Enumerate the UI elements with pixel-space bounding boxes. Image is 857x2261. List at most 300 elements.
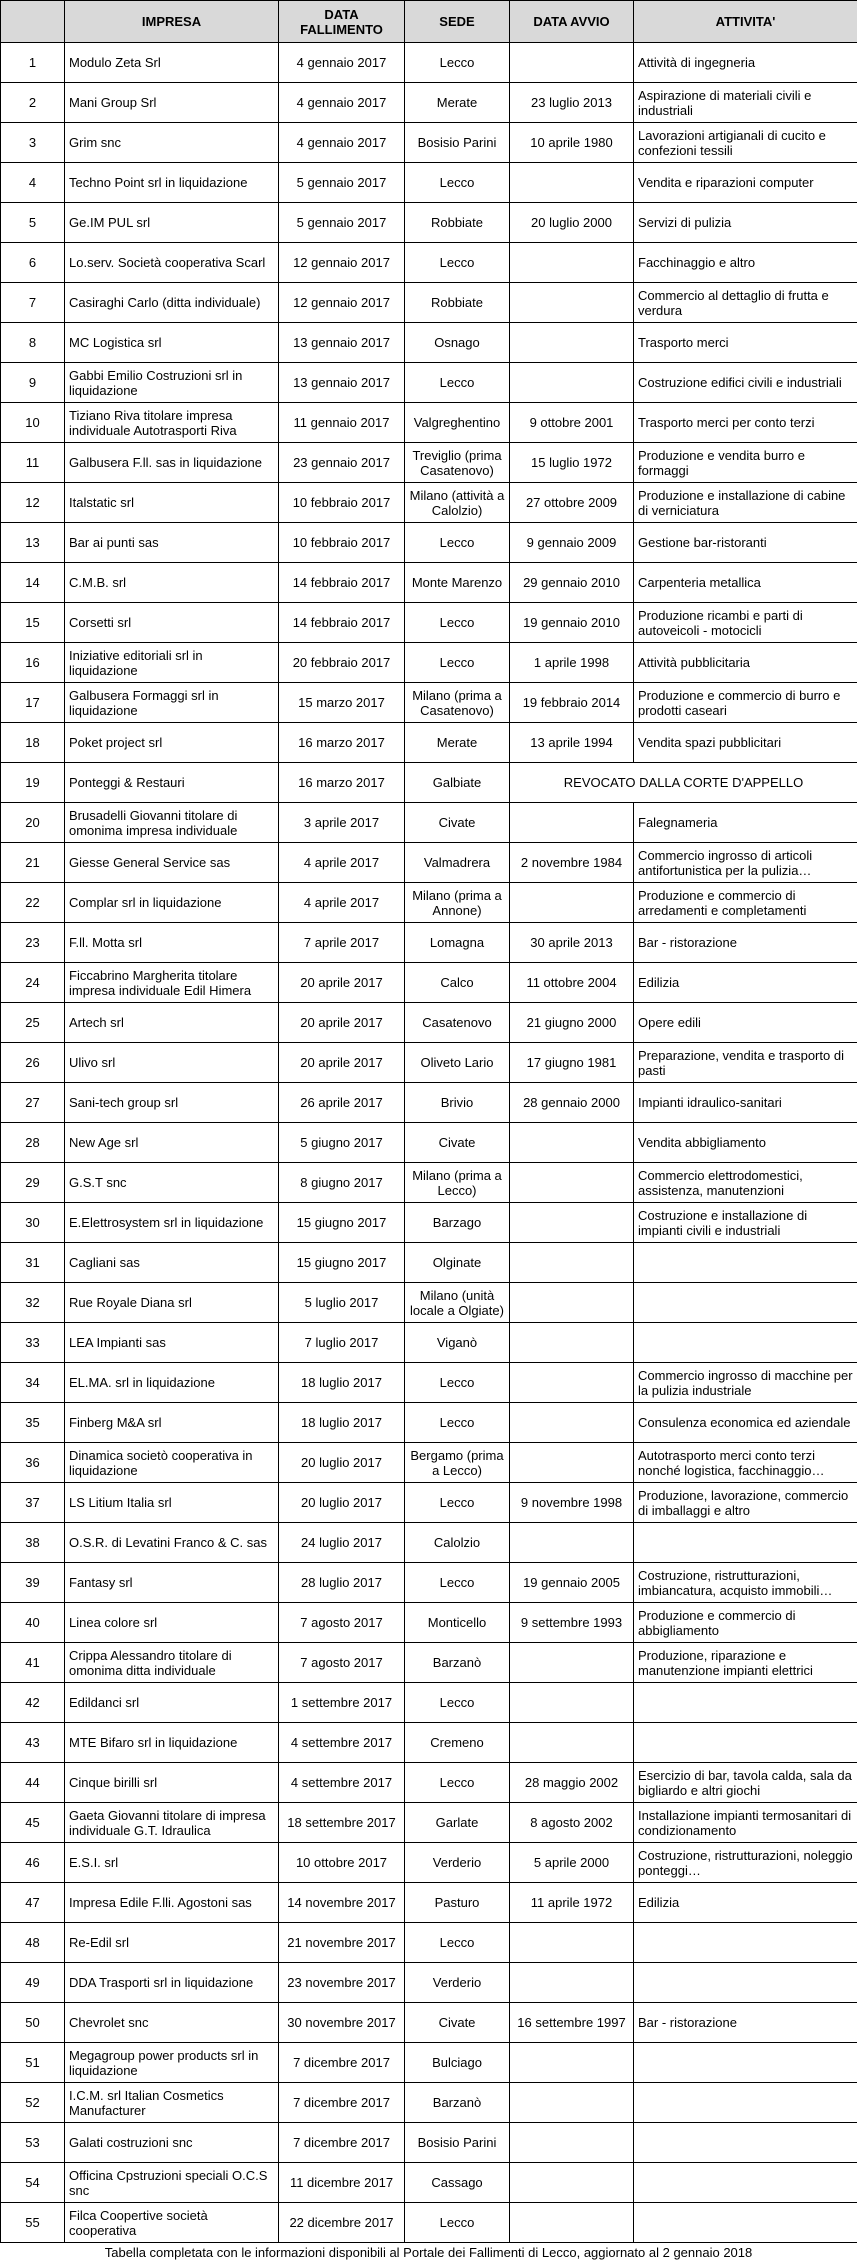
data-fallimento-cell: 5 giugno 2017: [279, 1123, 405, 1163]
data-fallimento-cell: 20 aprile 2017: [279, 963, 405, 1003]
row-number: 42: [1, 1683, 65, 1723]
header-attivita: ATTIVITA': [634, 1, 857, 43]
sede-cell: Robbiate: [405, 203, 510, 243]
table-row: [1, 323, 857, 363]
row-number: 41: [1, 1643, 65, 1683]
data-fallimento-cell: 18 settembre 2017: [279, 1803, 405, 1843]
data-fallimento-cell: 13 gennaio 2017: [279, 323, 405, 363]
impresa-cell: Gabbi Emilio Costruzioni srl in liquidazione: [65, 363, 279, 403]
table-row: [1, 403, 857, 443]
sede-cell: Bergamo (prima a Lecco): [405, 1443, 510, 1483]
data-avvio-cell: [510, 2123, 634, 2163]
sede-cell: Lecco: [405, 1683, 510, 1723]
row-number: 22: [1, 883, 65, 923]
attivita-cell: Vendita spazi pubblicitari: [634, 723, 857, 763]
table-row: [1, 1483, 857, 1523]
data-avvio-cell: [510, 2203, 634, 2243]
row-number: 31: [1, 1243, 65, 1283]
impresa-cell: Gaeta Giovanni titolare di impresa individuale G.T. Idraulica: [65, 1803, 279, 1843]
table-row: [1, 1563, 857, 1603]
attivita-cell: Produzione, riparazione e manutenzione impianti elettrici: [634, 1643, 857, 1683]
row-number: 54: [1, 2163, 65, 2203]
row-number: 29: [1, 1163, 65, 1203]
table-row: [1, 83, 857, 123]
data-avvio-cell: [510, 1963, 634, 2003]
data-fallimento-cell: 4 gennaio 2017: [279, 83, 405, 123]
table-row: [1, 163, 857, 203]
table-row: [1, 1523, 857, 1563]
attivita-cell: Lavorazioni artigianali di cucito e confezioni tessili: [634, 123, 857, 163]
row-number: 36: [1, 1443, 65, 1483]
sede-cell: Verderio: [405, 1963, 510, 2003]
row-number: 8: [1, 323, 65, 363]
impresa-cell: Cagliani sas: [65, 1243, 279, 1283]
data-avvio-cell: 9 gennaio 2009: [510, 523, 634, 563]
data-avvio-cell: [510, 163, 634, 203]
sede-cell: Milano (attività a Calolzio): [405, 483, 510, 523]
attivita-cell: [634, 1683, 857, 1723]
attivita-cell: Aspirazione di materiali civili e industriali: [634, 83, 857, 123]
data-fallimento-cell: 4 gennaio 2017: [279, 123, 405, 163]
row-number: 35: [1, 1403, 65, 1443]
impresa-cell: Ge.IM PUL srl: [65, 203, 279, 243]
data-avvio-cell: 20 luglio 2000: [510, 203, 634, 243]
impresa-cell: Tiziano Riva titolare impresa individuale Autotrasporti Riva: [65, 403, 279, 443]
impresa-cell: MTE Bifaro srl in liquidazione: [65, 1723, 279, 1763]
sede-cell: Lecco: [405, 1763, 510, 1803]
attivita-cell: [634, 1323, 857, 1363]
row-number: 21: [1, 843, 65, 883]
row-number: 39: [1, 1563, 65, 1603]
row-number: 17: [1, 683, 65, 723]
table-row: [1, 43, 857, 83]
sede-cell: Milano (prima a Lecco): [405, 1163, 510, 1203]
table-row: [1, 243, 857, 283]
table-row: [1, 1683, 857, 1723]
data-fallimento-cell: 4 gennaio 2017: [279, 43, 405, 83]
table-row: [1, 1043, 857, 1083]
data-avvio-cell: 13 aprile 1994: [510, 723, 634, 763]
table-row: [1, 923, 857, 963]
data-fallimento-cell: 23 novembre 2017: [279, 1963, 405, 2003]
data-fallimento-cell: 15 marzo 2017: [279, 683, 405, 723]
table-row: [1, 1923, 857, 1963]
table-row: [1, 723, 857, 763]
data-fallimento-cell: 7 agosto 2017: [279, 1643, 405, 1683]
row-number: 27: [1, 1083, 65, 1123]
row-number: 25: [1, 1003, 65, 1043]
attivita-cell: [634, 1723, 857, 1763]
data-fallimento-cell: 10 ottobre 2017: [279, 1843, 405, 1883]
impresa-cell: LS Litium Italia srl: [65, 1483, 279, 1523]
impresa-cell: Italstatic srl: [65, 483, 279, 523]
data-avvio-cell: [510, 883, 634, 923]
sede-cell: Garlate: [405, 1803, 510, 1843]
data-avvio-cell: [510, 2083, 634, 2123]
table-row: [1, 1323, 857, 1363]
attivita-cell: Consulenza economica ed aziendale: [634, 1403, 857, 1443]
sede-cell: Lecco: [405, 1563, 510, 1603]
sede-cell: Olginate: [405, 1243, 510, 1283]
attivita-cell: [634, 1923, 857, 1963]
table-row: [1, 763, 857, 803]
attivita-cell: Falegnameria: [634, 803, 857, 843]
sede-cell: Robbiate: [405, 283, 510, 323]
table-row: [1, 2203, 857, 2243]
table-row: [1, 1603, 857, 1643]
data-avvio-cell: 11 aprile 1972: [510, 1883, 634, 1923]
row-number: 52: [1, 2083, 65, 2123]
table-row: [1, 1243, 857, 1283]
attivita-cell: Produzione e installazione di cabine di verniciatura: [634, 483, 857, 523]
data-avvio-cell: 28 maggio 2002: [510, 1763, 634, 1803]
data-avvio-cell: [510, 1363, 634, 1403]
row-number: 14: [1, 563, 65, 603]
attivita-cell: Trasporto merci: [634, 323, 857, 363]
attivita-cell: Costruzione, ristrutturazioni, imbiancatura, acquisto immobili…: [634, 1563, 857, 1603]
impresa-cell: Officina Cpstruzioni speciali O.C.S snc: [65, 2163, 279, 2203]
impresa-cell: Galati costruzioni snc: [65, 2123, 279, 2163]
row-number: 37: [1, 1483, 65, 1523]
table-row: [1, 1883, 857, 1923]
table-row: [1, 1403, 857, 1443]
attivita-cell: Commercio al dettaglio di frutta e verdura: [634, 283, 857, 323]
table-row: [1, 963, 857, 1003]
sede-cell: Monte Marenzo: [405, 563, 510, 603]
data-avvio-cell: 1 aprile 1998: [510, 643, 634, 683]
data-fallimento-cell: 5 gennaio 2017: [279, 203, 405, 243]
row-number: 12: [1, 483, 65, 523]
row-number: 19: [1, 763, 65, 803]
row-number: 23: [1, 923, 65, 963]
attivita-cell: Costruzione edifici civili e industriali: [634, 363, 857, 403]
attivita-cell: [634, 2083, 857, 2123]
data-avvio-cell: 30 aprile 2013: [510, 923, 634, 963]
data-fallimento-cell: 8 giugno 2017: [279, 1163, 405, 1203]
impresa-cell: Grim snc: [65, 123, 279, 163]
attivita-cell: Commercio ingrosso di articoli antifortunistica per la pulizia…: [634, 843, 857, 883]
data-avvio-cell: [510, 323, 634, 363]
attivita-cell: Commercio ingrosso di macchine per la pulizia industriale: [634, 1363, 857, 1403]
data-fallimento-cell: 13 gennaio 2017: [279, 363, 405, 403]
impresa-cell: Ponteggi & Restauri: [65, 763, 279, 803]
sede-cell: Lecco: [405, 1363, 510, 1403]
table-row: [1, 1643, 857, 1683]
row-number: 32: [1, 1283, 65, 1323]
row-number: 6: [1, 243, 65, 283]
data-avvio-cell: 17 giugno 1981: [510, 1043, 634, 1083]
impresa-cell: Edildanci srl: [65, 1683, 279, 1723]
attivita-cell: Vendita abbigliamento: [634, 1123, 857, 1163]
data-fallimento-cell: 11 dicembre 2017: [279, 2163, 405, 2203]
table-row: [1, 483, 857, 523]
data-fallimento-cell: 7 dicembre 2017: [279, 2043, 405, 2083]
sede-cell: Viganò: [405, 1323, 510, 1363]
data-avvio-cell: [510, 283, 634, 323]
data-avvio-cell: 27 ottobre 2009: [510, 483, 634, 523]
table-row: [1, 283, 857, 323]
attivita-cell: Produzione ricambi e parti di autoveicoli - motocicli: [634, 603, 857, 643]
sede-cell: Milano (prima a Casatenovo): [405, 683, 510, 723]
sede-cell: Lecco: [405, 2203, 510, 2243]
row-number: 20: [1, 803, 65, 843]
row-number: 2: [1, 83, 65, 123]
data-fallimento-cell: 20 luglio 2017: [279, 1443, 405, 1483]
attivita-cell: [634, 2043, 857, 2083]
impresa-cell: Rue Royale Diana srl: [65, 1283, 279, 1323]
row-number: 18: [1, 723, 65, 763]
row-number: 9: [1, 363, 65, 403]
attivita-cell: Facchinaggio e altro: [634, 243, 857, 283]
impresa-cell: G.S.T snc: [65, 1163, 279, 1203]
data-avvio-cell: [510, 1203, 634, 1243]
table-row: [1, 1203, 857, 1243]
data-avvio-cell: 10 aprile 1980: [510, 123, 634, 163]
sede-cell: Galbiate: [405, 763, 510, 803]
row-number: 53: [1, 2123, 65, 2163]
sede-cell: Bosisio Parini: [405, 2123, 510, 2163]
impresa-cell: Chevrolet snc: [65, 2003, 279, 2043]
table-row: [1, 883, 857, 923]
attivita-cell: Vendita e riparazioni computer: [634, 163, 857, 203]
sede-cell: Milano (prima a Annone): [405, 883, 510, 923]
impresa-cell: Filca Coopertive società cooperativa: [65, 2203, 279, 2243]
impresa-cell: Complar srl in liquidazione: [65, 883, 279, 923]
sede-cell: Lecco: [405, 643, 510, 683]
impresa-cell: Poket project srl: [65, 723, 279, 763]
impresa-cell: Re-Edil srl: [65, 1923, 279, 1963]
impresa-cell: Galbusera Formaggi srl in liquidazione: [65, 683, 279, 723]
data-avvio-cell: 8 agosto 2002: [510, 1803, 634, 1843]
sede-cell: Monticello: [405, 1603, 510, 1643]
data-fallimento-cell: 7 dicembre 2017: [279, 2123, 405, 2163]
table-row: [1, 123, 857, 163]
data-fallimento-cell: 4 aprile 2017: [279, 883, 405, 923]
sede-cell: Lecco: [405, 363, 510, 403]
table-row: [1, 363, 857, 403]
data-avvio-cell: 19 febbraio 2014: [510, 683, 634, 723]
table-row: [1, 1963, 857, 2003]
data-avvio-cell: 9 settembre 1993: [510, 1603, 634, 1643]
table-row: [1, 1803, 857, 1843]
data-avvio-cell: 2 novembre 1984: [510, 843, 634, 883]
data-fallimento-cell: 14 febbraio 2017: [279, 603, 405, 643]
sede-cell: Merate: [405, 723, 510, 763]
impresa-cell: Brusadelli Giovanni titolare di omonima impresa individuale: [65, 803, 279, 843]
impresa-cell: Iniziative editoriali srl in liquidazione: [65, 643, 279, 683]
data-avvio-cell: 29 gennaio 2010: [510, 563, 634, 603]
impresa-cell: Mani Group Srl: [65, 83, 279, 123]
data-avvio-cell: [510, 1403, 634, 1443]
row-number: 3: [1, 123, 65, 163]
row-number: 43: [1, 1723, 65, 1763]
attivita-cell: Carpenteria metallica: [634, 563, 857, 603]
row-number: 7: [1, 283, 65, 323]
data-fallimento-cell: 18 luglio 2017: [279, 1363, 405, 1403]
data-avvio-cell: 19 gennaio 2005: [510, 1563, 634, 1603]
data-avvio-cell: [510, 43, 634, 83]
data-fallimento-cell: 28 luglio 2017: [279, 1563, 405, 1603]
sede-cell: Merate: [405, 83, 510, 123]
row-number: 10: [1, 403, 65, 443]
row-number: 28: [1, 1123, 65, 1163]
row-number: 4: [1, 163, 65, 203]
attivita-cell: [634, 2163, 857, 2203]
row-number: 48: [1, 1923, 65, 1963]
table-row: [1, 683, 857, 723]
data-avvio-cell: [510, 1443, 634, 1483]
table-row: [1, 1163, 857, 1203]
impresa-cell: EL.MA. srl in liquidazione: [65, 1363, 279, 1403]
sede-cell: Lecco: [405, 243, 510, 283]
impresa-cell: Megagroup power products srl in liquidazione: [65, 2043, 279, 2083]
table-row: [1, 803, 857, 843]
attivita-cell: Impianti idraulico-sanitari: [634, 1083, 857, 1123]
table-row: [1, 1723, 857, 1763]
attivita-cell: Edilizia: [634, 1883, 857, 1923]
sede-cell: Valgreghentino: [405, 403, 510, 443]
table-row: [1, 2163, 857, 2203]
data-fallimento-cell: 18 luglio 2017: [279, 1403, 405, 1443]
attivita-cell: Edilizia: [634, 963, 857, 1003]
table-row: [1, 1083, 857, 1123]
data-fallimento-cell: 1 settembre 2017: [279, 1683, 405, 1723]
sede-cell: Cassago: [405, 2163, 510, 2203]
attivita-cell: Costruzione, ristrutturazioni, noleggio ponteggi…: [634, 1843, 857, 1883]
sede-cell: Lecco: [405, 163, 510, 203]
impresa-cell: New Age srl: [65, 1123, 279, 1163]
row-number: 40: [1, 1603, 65, 1643]
data-avvio-cell: 15 luglio 1972: [510, 443, 634, 483]
attivita-cell: Costruzione e installazione di impianti civili e industriali: [634, 1203, 857, 1243]
table-row: [1, 1003, 857, 1043]
attivita-cell: Bar - ristorazione: [634, 2003, 857, 2043]
table-row: [1, 1363, 857, 1403]
data-fallimento-cell: 14 febbraio 2017: [279, 563, 405, 603]
row-number: 45: [1, 1803, 65, 1843]
data-avvio-cell: [510, 1523, 634, 1563]
sede-cell: Calco: [405, 963, 510, 1003]
sede-cell: Cremeno: [405, 1723, 510, 1763]
row-number: 38: [1, 1523, 65, 1563]
row-number: 13: [1, 523, 65, 563]
row-number: 46: [1, 1843, 65, 1883]
table-row: [1, 1123, 857, 1163]
sede-cell: Lecco: [405, 1403, 510, 1443]
row-number: 30: [1, 1203, 65, 1243]
data-fallimento-cell: 5 gennaio 2017: [279, 163, 405, 203]
data-avvio-cell: [510, 2163, 634, 2203]
impresa-cell: Impresa Edile F.lli. Agostoni sas: [65, 1883, 279, 1923]
data-fallimento-cell: 24 luglio 2017: [279, 1523, 405, 1563]
table-row: [1, 523, 857, 563]
data-fallimento-cell: 20 luglio 2017: [279, 1483, 405, 1523]
impresa-cell: Fantasy srl: [65, 1563, 279, 1603]
header-number: [1, 1, 65, 43]
impresa-cell: LEA Impianti sas: [65, 1323, 279, 1363]
data-avvio-cell: 21 giugno 2000: [510, 1003, 634, 1043]
attivita-cell: [634, 1963, 857, 2003]
impresa-cell: C.M.B. srl: [65, 563, 279, 603]
impresa-cell: I.C.M. srl Italian Cosmetics Manufacturer: [65, 2083, 279, 2123]
data-fallimento-cell: 7 agosto 2017: [279, 1603, 405, 1643]
data-avvio-cell: 23 luglio 2013: [510, 83, 634, 123]
row-number: 50: [1, 2003, 65, 2043]
sede-cell: Lecco: [405, 1923, 510, 1963]
table-row: [1, 2123, 857, 2163]
attivita-cell: Produzione e commercio di abbigliamento: [634, 1603, 857, 1643]
row-number: 1: [1, 43, 65, 83]
data-fallimento-cell: 26 aprile 2017: [279, 1083, 405, 1123]
row-number: 16: [1, 643, 65, 683]
sede-cell: Brivio: [405, 1083, 510, 1123]
data-fallimento-cell: 12 gennaio 2017: [279, 283, 405, 323]
data-fallimento-cell: 23 gennaio 2017: [279, 443, 405, 483]
impresa-cell: Crippa Alessandro titolare di omonima ditta individuale: [65, 1643, 279, 1683]
attivita-cell: Commercio elettrodomestici, assistenza, manutenzioni: [634, 1163, 857, 1203]
data-fallimento-cell: 4 settembre 2017: [279, 1763, 405, 1803]
data-avvio-cell: 5 aprile 2000: [510, 1843, 634, 1883]
attivita-cell: Opere edili: [634, 1003, 857, 1043]
data-avvio-cell: [510, 1683, 634, 1723]
attivita-cell: Trasporto merci per conto terzi: [634, 403, 857, 443]
data-avvio-cell: [510, 1923, 634, 1963]
header-row: [1, 1, 857, 43]
data-fallimento-cell: 15 giugno 2017: [279, 1203, 405, 1243]
table-row: [1, 1283, 857, 1323]
attivita-cell: Produzione, lavorazione, commercio di imballaggi e altro: [634, 1483, 857, 1523]
table-row: [1, 603, 857, 643]
table-row: [1, 1843, 857, 1883]
impresa-cell: Ulivo srl: [65, 1043, 279, 1083]
impresa-cell: E.Elettrosystem srl in liquidazione: [65, 1203, 279, 1243]
sede-cell: Treviglio (prima Casatenovo): [405, 443, 510, 483]
attivita-cell: Produzione e commercio di burro e prodotti caseari: [634, 683, 857, 723]
data-avvio-cell: [510, 1323, 634, 1363]
row-number: 34: [1, 1363, 65, 1403]
sede-cell: Bulciago: [405, 2043, 510, 2083]
table-row: [1, 2043, 857, 2083]
sede-cell: Lecco: [405, 43, 510, 83]
sede-cell: Lecco: [405, 1483, 510, 1523]
attivita-cell: Bar - ristorazione: [634, 923, 857, 963]
impresa-cell: E.S.I. srl: [65, 1843, 279, 1883]
table-row: [1, 643, 857, 683]
data-fallimento-cell: 15 giugno 2017: [279, 1243, 405, 1283]
sede-cell: Barzago: [405, 1203, 510, 1243]
sede-cell: Lecco: [405, 603, 510, 643]
row-number: 26: [1, 1043, 65, 1083]
table-body: [1, 43, 857, 2243]
sede-cell: Barzanò: [405, 1643, 510, 1683]
data-fallimento-cell: 20 aprile 2017: [279, 1043, 405, 1083]
data-avvio-cell: [510, 1723, 634, 1763]
data-fallimento-cell: 7 luglio 2017: [279, 1323, 405, 1363]
impresa-cell: MC Logistica srl: [65, 323, 279, 363]
data-avvio-cell: 16 settembre 1997: [510, 2003, 634, 2043]
sede-cell: Civate: [405, 803, 510, 843]
data-avvio-cell: [510, 363, 634, 403]
sede-cell: Calolzio: [405, 1523, 510, 1563]
row-number: 15: [1, 603, 65, 643]
attivita-cell: Installazione impianti termosanitari di condizionamento: [634, 1803, 857, 1843]
attivita-cell: [634, 1243, 857, 1283]
data-fallimento-cell: 12 gennaio 2017: [279, 243, 405, 283]
attivita-cell: Produzione e commercio di arredamenti e completamenti: [634, 883, 857, 923]
data-avvio-cell: [510, 1123, 634, 1163]
impresa-cell: Bar ai punti sas: [65, 523, 279, 563]
attivita-cell: [634, 1523, 857, 1563]
